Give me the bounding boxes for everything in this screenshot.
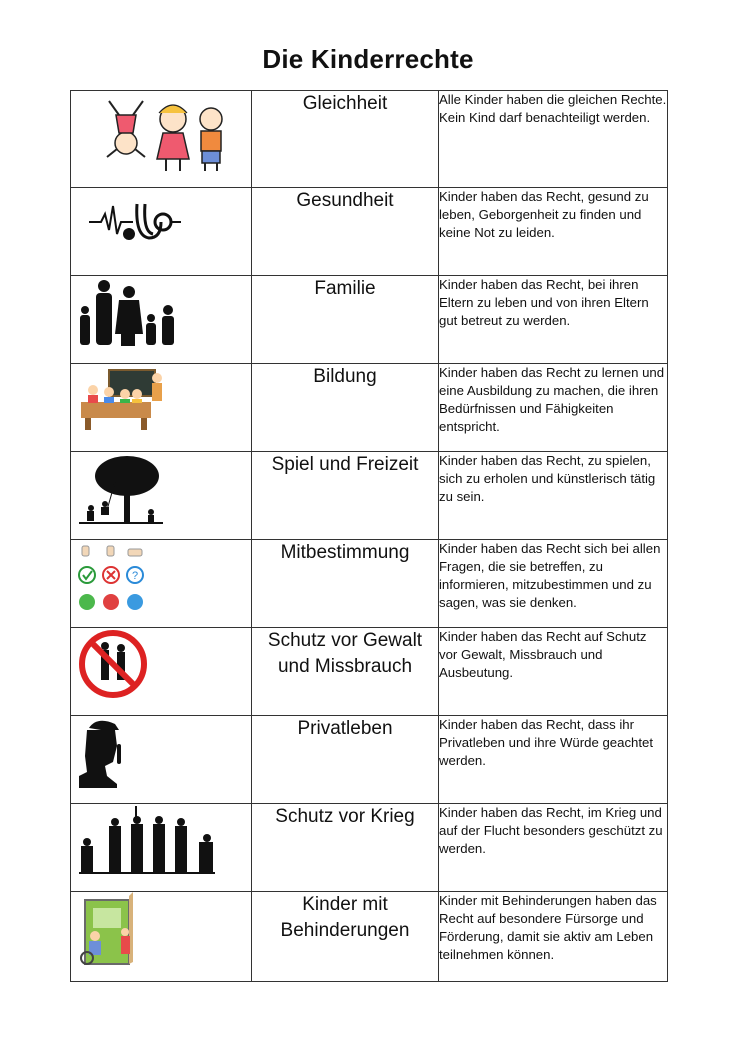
table-row [71, 716, 668, 804]
table-row [71, 628, 668, 716]
table-row [71, 276, 668, 364]
table-row [71, 364, 668, 452]
right-description: Kinder haben das Recht sich bei allen Fragen, die sie betreffen, zu informieren, mitzubestimmen und zu sagen, was sie denken. [439, 540, 668, 628]
right-description: Kinder haben das Recht, gesund zu leben, Geborgenheit zu finden und keine Not zu leiden. [439, 188, 668, 276]
children-playing-icon [71, 91, 251, 187]
icon-cell [71, 540, 252, 628]
right-description: Kinder mit Behinderungen haben das Recht auf besondere Fürsorge und Förderung, damit sie aktiv am Leben teilnehmen können. [439, 892, 668, 982]
icon-cell [71, 452, 252, 540]
icon-cell [71, 804, 252, 892]
rights-table [70, 90, 668, 982]
right-name: Kinder mit Behinderungen [252, 892, 439, 982]
icon-cell [71, 91, 252, 188]
right-name: Mitbestimmung [252, 540, 439, 628]
right-name: Schutz vor Gewalt und Missbrauch [252, 628, 439, 716]
classroom-icon [71, 364, 251, 451]
icon-cell [71, 364, 252, 452]
svg-text:?: ? [131, 570, 139, 582]
no-violence-sign-icon [71, 628, 251, 715]
icon-cell [71, 276, 252, 364]
table-row [71, 188, 668, 276]
right-name: Gleichheit [252, 91, 439, 188]
icon-cell [71, 892, 252, 982]
table-row [71, 91, 668, 188]
right-description: Kinder haben das Recht, dass ihr Privatleben und ihre Würde geachtet werden. [439, 716, 668, 804]
right-name: Spiel und Freizeit [252, 452, 439, 540]
right-description: Kinder haben das Recht, bei ihren Eltern zu leben und von ihren Eltern gut betreut zu werden. [439, 276, 668, 364]
right-description: Kinder haben das Recht zu lernen und eine Ausbildung zu machen, die ihren Bedürfnissen und Fähigkeiten entspricht. [439, 364, 668, 452]
soldiers-silhouette-icon [71, 804, 251, 891]
icon-cell [71, 628, 252, 716]
right-name: Familie [252, 276, 439, 364]
table-row [71, 804, 668, 892]
accessible-door-icon [71, 892, 251, 981]
right-description: Kinder haben das Recht auf Schutz vor Gewalt, Missbrauch und Ausbeutung. [439, 628, 668, 716]
family-silhouette-icon [71, 276, 251, 363]
table-row [71, 540, 668, 628]
table-row [71, 452, 668, 540]
right-name: Bildung [252, 364, 439, 452]
right-description: Kinder haben das Recht, im Krieg und auf der Flucht besonders geschützt zu werden. [439, 804, 668, 892]
table-row [71, 892, 668, 982]
heartbeat-stethoscope-icon [71, 188, 251, 275]
tree-swing-icon [71, 452, 251, 539]
right-name: Gesundheit [252, 188, 439, 276]
icon-cell [71, 188, 252, 276]
icon-cell [71, 716, 252, 804]
right-name: Privatleben [252, 716, 439, 804]
right-description: Alle Kinder haben die gleichen Rechte. Kein Kind darf benachteiligt werden. [439, 91, 668, 188]
right-description: Kinder haben das Recht, zu spielen, sich zu erholen und künstlerisch tätig zu sein. [439, 452, 668, 540]
page-title: Die Kinderrechte [262, 44, 474, 74]
silence-silhouette-icon [71, 716, 251, 803]
voting-symbols-icon [71, 540, 251, 627]
right-name: Schutz vor Krieg [252, 804, 439, 892]
